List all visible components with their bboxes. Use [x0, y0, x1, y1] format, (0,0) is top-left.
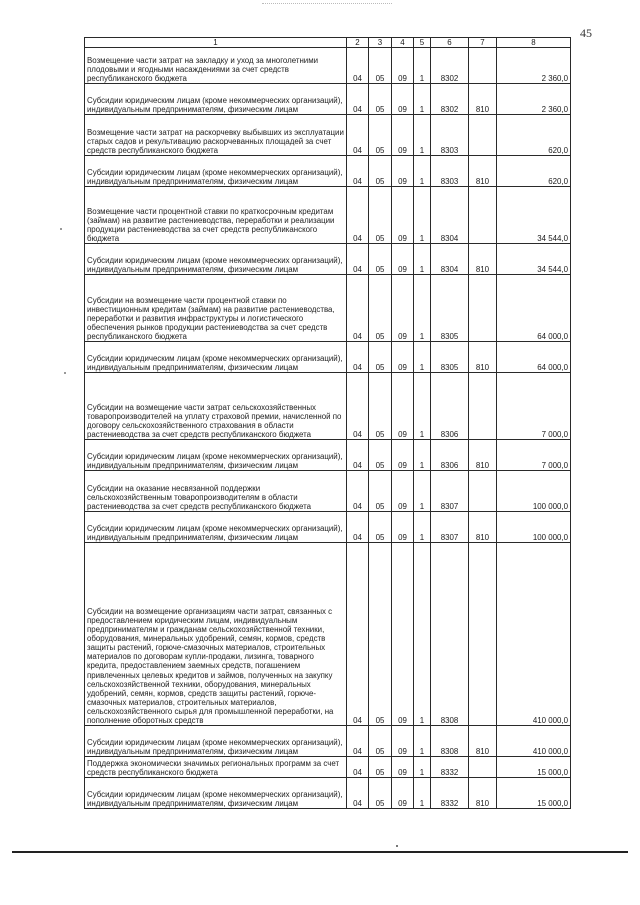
cell-col-5: 1 — [414, 778, 431, 809]
cell-col-5: 1 — [414, 471, 431, 512]
table-row — [85, 48, 571, 84]
cell-amount: 34 544,0 — [497, 187, 571, 244]
cell-col-2: 04 — [347, 471, 369, 512]
cell-col-6: 8305 — [431, 275, 469, 342]
cell-description: Возмещение части затрат на закладку и уход за многолетними плодовыми и ягодными насаждениями за счет средств республиканского бюджета — [85, 48, 347, 84]
cell-amount: 2 360,0 — [497, 84, 571, 115]
cell-col-7 — [469, 471, 497, 512]
cell-col-4: 09 — [392, 757, 414, 778]
cell-col-7 — [469, 543, 497, 726]
table-row — [85, 84, 571, 115]
table-row — [85, 778, 571, 809]
cell-col-3: 05 — [369, 512, 392, 543]
cell-col-6: 8302 — [431, 48, 469, 84]
cell-col-7: 810 — [469, 512, 497, 543]
cell-amount: 620,0 — [497, 156, 571, 187]
cell-col-6: 8303 — [431, 156, 469, 187]
cell-col-6: 8306 — [431, 373, 469, 440]
cell-amount: 620,0 — [497, 115, 571, 156]
cell-col-5: 1 — [414, 440, 431, 471]
cell-amount: 2 360,0 — [497, 48, 571, 84]
cell-col-4: 09 — [392, 726, 414, 757]
cell-description: Субсидии на возмещение части затрат сельскохозяйственных товаропроизводителей на уплату страховой премии, начисленной по договору сельскохозяйственного страхования в области растениеводства за счет средств республиканского бюджета — [85, 373, 347, 440]
cell-col-7: 810 — [469, 156, 497, 187]
table-row — [85, 275, 571, 342]
cell-col-4: 09 — [392, 156, 414, 187]
cell-description: Субсидии юридическим лицам (кроме некоммерческих организаций), индивидуальным предпринимателям, физическим лицам — [85, 244, 347, 275]
cell-col-5: 1 — [414, 757, 431, 778]
cell-description: Субсидии юридическим лицам (кроме некоммерческих организаций), индивидуальным предпринимателям, физическим лицам — [85, 726, 347, 757]
cell-col-2: 04 — [347, 512, 369, 543]
cell-col-6: 8306 — [431, 440, 469, 471]
cell-col-7: 810 — [469, 342, 497, 373]
col-header-6: 6 — [431, 38, 469, 48]
cell-col-6: 8304 — [431, 187, 469, 244]
table-row — [85, 187, 571, 244]
col-header-1: 1 — [85, 38, 347, 48]
cell-col-5: 1 — [414, 726, 431, 757]
cell-description: Субсидии юридическим лицам (кроме некоммерческих организаций), индивидуальным предпринимателям, физическим лицам — [85, 156, 347, 187]
col-header-8: 8 — [497, 38, 571, 48]
cell-col-4: 09 — [392, 84, 414, 115]
cell-col-3: 05 — [369, 726, 392, 757]
cell-col-6: 8307 — [431, 512, 469, 543]
table-row — [85, 726, 571, 757]
cell-col-4: 09 — [392, 342, 414, 373]
cell-col-2: 04 — [347, 156, 369, 187]
cell-col-7 — [469, 187, 497, 244]
cell-col-3: 05 — [369, 115, 392, 156]
budget-table — [84, 37, 571, 809]
cell-col-2: 04 — [347, 275, 369, 342]
cell-col-2: 04 — [347, 440, 369, 471]
margin-mark — [60, 228, 62, 230]
cell-col-7: 810 — [469, 244, 497, 275]
cell-col-3: 05 — [369, 757, 392, 778]
cell-col-5: 1 — [414, 373, 431, 440]
cell-col-4: 09 — [392, 187, 414, 244]
cell-amount: 34 544,0 — [497, 244, 571, 275]
cell-col-5: 1 — [414, 244, 431, 275]
cell-col-7: 810 — [469, 778, 497, 809]
cell-amount: 64 000,0 — [497, 275, 571, 342]
col-header-7: 7 — [469, 38, 497, 48]
cell-col-2: 04 — [347, 373, 369, 440]
cell-col-3: 05 — [369, 471, 392, 512]
cell-col-2: 04 — [347, 48, 369, 84]
cell-col-3: 05 — [369, 543, 392, 726]
table-row — [85, 156, 571, 187]
table-row — [85, 440, 571, 471]
cell-amount: 7 000,0 — [497, 373, 571, 440]
cell-col-4: 09 — [392, 275, 414, 342]
cell-col-4: 09 — [392, 115, 414, 156]
cell-col-2: 04 — [347, 84, 369, 115]
cell-description: Субсидии юридическим лицам (кроме некоммерческих организаций), индивидуальным предпринимателям, физическим лицам — [85, 440, 347, 471]
table-row — [85, 115, 571, 156]
table-row — [85, 757, 571, 778]
cell-col-4: 09 — [392, 373, 414, 440]
cell-col-6: 8303 — [431, 115, 469, 156]
cell-col-5: 1 — [414, 115, 431, 156]
cell-col-6: 8308 — [431, 543, 469, 726]
col-header-4: 4 — [392, 38, 414, 48]
cell-amount: 100 000,0 — [497, 471, 571, 512]
cell-col-4: 09 — [392, 471, 414, 512]
table-row — [85, 471, 571, 512]
cell-col-6: 8332 — [431, 778, 469, 809]
cell-col-3: 05 — [369, 440, 392, 471]
cell-col-2: 04 — [347, 244, 369, 275]
cell-col-3: 05 — [369, 156, 392, 187]
cell-description: Субсидии юридическим лицам (кроме некоммерческих организаций), индивидуальным предпринимателям, физическим лицам — [85, 512, 347, 543]
cell-col-7 — [469, 275, 497, 342]
cell-col-3: 05 — [369, 187, 392, 244]
cell-amount: 64 000,0 — [497, 342, 571, 373]
table-row — [85, 244, 571, 275]
cell-col-7 — [469, 48, 497, 84]
cell-col-3: 05 — [369, 342, 392, 373]
cell-col-7 — [469, 115, 497, 156]
cell-col-2: 04 — [347, 543, 369, 726]
cell-col-5: 1 — [414, 187, 431, 244]
cell-col-4: 09 — [392, 48, 414, 84]
cell-amount: 15 000,0 — [497, 778, 571, 809]
cell-col-3: 05 — [369, 48, 392, 84]
cell-col-5: 1 — [414, 512, 431, 543]
cell-col-2: 04 — [347, 778, 369, 809]
table-row — [85, 373, 571, 440]
col-header-5: 5 — [414, 38, 431, 48]
cell-col-6: 8304 — [431, 244, 469, 275]
scan-dot — [396, 845, 398, 847]
cell-amount: 7 000,0 — [497, 440, 571, 471]
cell-description: Субсидии юридическим лицам (кроме некоммерческих организаций), индивидуальным предпринимателям, физическим лицам — [85, 84, 347, 115]
cell-col-7: 810 — [469, 726, 497, 757]
col-header-3: 3 — [369, 38, 392, 48]
cell-col-5: 1 — [414, 543, 431, 726]
cell-amount: 100 000,0 — [497, 512, 571, 543]
cell-col-6: 8302 — [431, 84, 469, 115]
cell-col-3: 05 — [369, 275, 392, 342]
cell-col-5: 1 — [414, 275, 431, 342]
cell-description: Субсидии на возмещение организациям части затрат, связанных с предоставлением юридическим лицам, индивидуальным предпринимателям и гражданам сельскохозяйственной техники, оборудования, минеральных удобрений, семян, кормов, средств защиты растений, горюче-смазочных материалов, строительных материалов по договорам купли-продажи, лизинга, товарного кредита, предоставлением заемных средств, погашением привлеченных целевых кредитов и займов, полученных на закупку сельскохозяйственной техники, оборудования, минеральных удобрений, семян, кормов, средств защиты растений, горюче-смазочных материалов, строительных материалов, сельскохозяйственного сырья для промышленной переработки, на пополнение оборотных средств — [85, 543, 347, 726]
cell-col-2: 04 — [347, 115, 369, 156]
cell-col-3: 05 — [369, 778, 392, 809]
cell-description: Субсидии юридическим лицам (кроме некоммерческих организаций), индивидуальным предпринимателям, физическим лицам — [85, 778, 347, 809]
cell-col-4: 09 — [392, 543, 414, 726]
cell-description: Поддержка экономически значимых региональных программ за счет средств республиканского бюджета — [85, 757, 347, 778]
header-row — [85, 38, 571, 48]
cell-col-2: 04 — [347, 187, 369, 244]
cell-description: Возмещение части затрат на раскорчевку выбывших из эксплуатации старых садов и рекультивацию раскорчеванных площадей за счет средств республиканского бюджета — [85, 115, 347, 156]
cell-col-2: 04 — [347, 342, 369, 373]
page-bottom-rule — [12, 851, 628, 853]
cell-col-2: 04 — [347, 726, 369, 757]
scan-header-marks — [262, 3, 392, 8]
cell-col-3: 05 — [369, 84, 392, 115]
cell-col-5: 1 — [414, 342, 431, 373]
cell-col-3: 05 — [369, 244, 392, 275]
table-row — [85, 512, 571, 543]
cell-col-6: 8332 — [431, 757, 469, 778]
cell-col-4: 09 — [392, 244, 414, 275]
cell-col-5: 1 — [414, 84, 431, 115]
cell-col-6: 8305 — [431, 342, 469, 373]
cell-col-3: 05 — [369, 373, 392, 440]
cell-col-4: 09 — [392, 440, 414, 471]
page-number: 45 — [580, 26, 592, 40]
cell-col-5: 1 — [414, 48, 431, 84]
cell-description: Субсидии на оказание несвязанной поддержки сельскохозяйственным товаропроизводителям в области растениеводства за счет средств республиканского бюджета — [85, 471, 347, 512]
cell-col-4: 09 — [392, 778, 414, 809]
table-row — [85, 342, 571, 373]
cell-col-5: 1 — [414, 156, 431, 187]
cell-col-7 — [469, 757, 497, 778]
cell-col-7 — [469, 373, 497, 440]
cell-col-6: 8308 — [431, 726, 469, 757]
cell-description: Субсидии юридическим лицам (кроме некоммерческих организаций), индивидуальным предпринимателям, физическим лицам — [85, 342, 347, 373]
table-row — [85, 543, 571, 726]
cell-description: Возмещение части процентной ставки по краткосрочным кредитам (займам) на развитие растениеводства, переработки и реализации продукции растениеводства за счет средств республиканского бюджета — [85, 187, 347, 244]
col-header-2: 2 — [347, 38, 369, 48]
margin-mark — [64, 372, 66, 374]
cell-amount: 410 000,0 — [497, 726, 571, 757]
cell-col-4: 09 — [392, 512, 414, 543]
cell-col-2: 04 — [347, 757, 369, 778]
cell-amount: 15 000,0 — [497, 757, 571, 778]
cell-col-7: 810 — [469, 440, 497, 471]
cell-col-6: 8307 — [431, 471, 469, 512]
cell-amount: 410 000,0 — [497, 543, 571, 726]
cell-col-7: 810 — [469, 84, 497, 115]
cell-description: Субсидии на возмещение части процентной ставки по инвестиционным кредитам (займам) на развитие растениеводства, переработки и развития инфраструктуры и логистического обеспечения рынков продукции растениеводства за счет средств республиканского бюджета — [85, 275, 347, 342]
